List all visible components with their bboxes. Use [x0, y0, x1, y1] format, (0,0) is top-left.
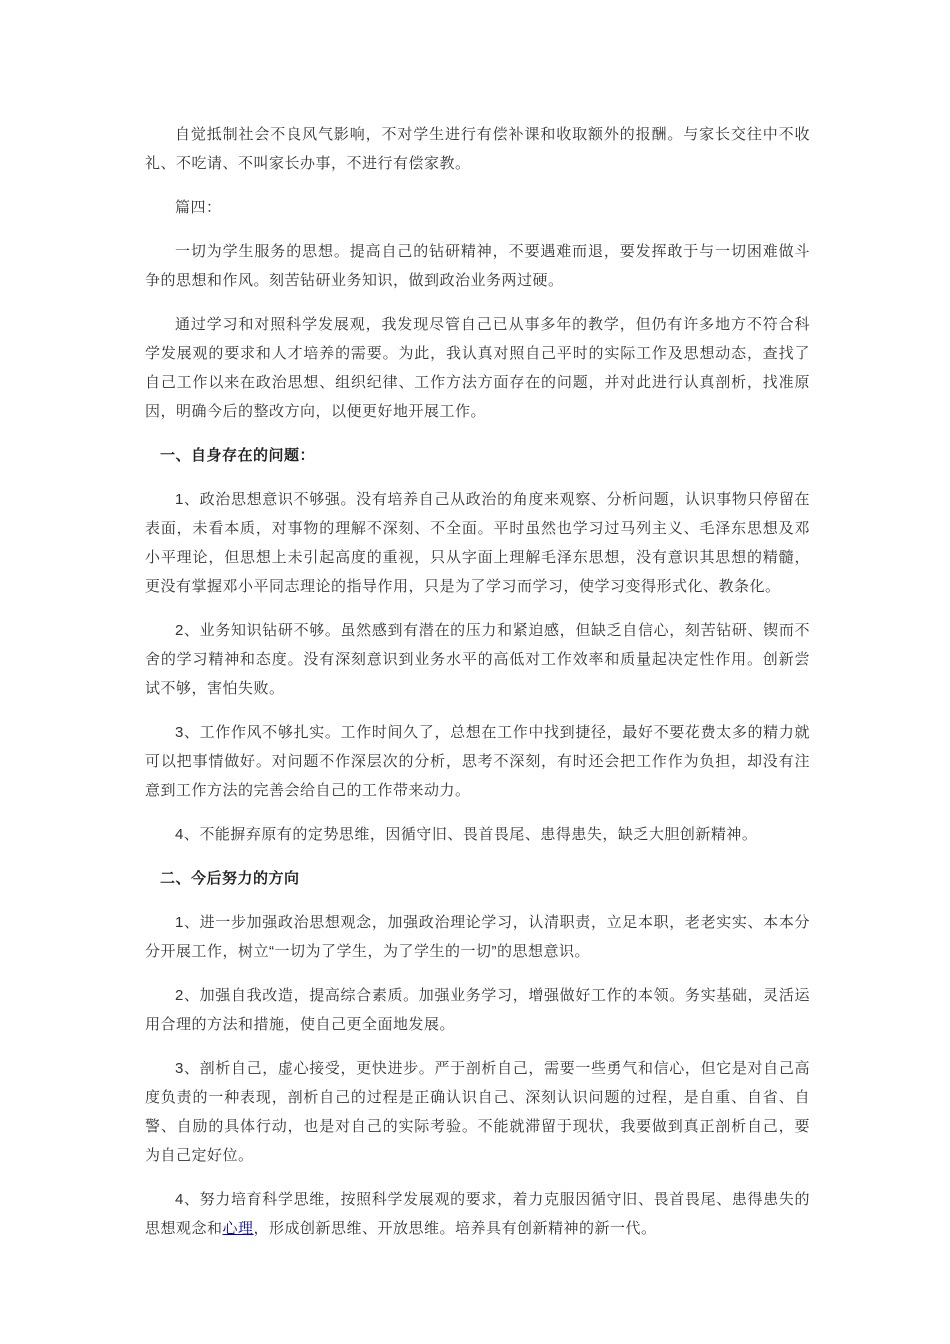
paragraph: 2、业务知识钻研不够。虽然感到有潜在的压力和紧迫感，但缺乏自信心，刻苦钻研、锲而不舍的学习精神和态度。没有深刻意识到业务水平的高低对工作效率和质量起决定性作用。创新尝试不够，害怕失败。 — [145, 622, 810, 697]
paragraph: 4、不能摒弃原有的定势思维，因循守旧、畏首畏尾、患得患失，缺乏大胆创新精神。 — [175, 826, 758, 843]
paragraph: 1、政治思想意识不够强。没有培养自己从政治的角度来观察、分析问题，认识事物只停留在表面，未看本质，对事物的理解不深刻、不全面。平时虽然也学习过马列主义、毛泽东思想及邓小平理论，但思想上未引起高度的重视，只从字面上理解毛泽东思想，没有意识其思想的精髓，更没有掌握邓小平同志理论的指导作用，只是为了学习而学习，使学习变得形式化、教条化。 — [145, 491, 810, 595]
paragraph: 1、进一步加强政治思想观念，加强政治理论学习，认清职责，立足本职，老老实实、本本分分开展工作，树立“一切为了学生，为了学生的一切”的思想意识。 — [145, 914, 810, 960]
paragraph: 一切为学生服务的思想。提高自己的钻研精神，不要遇难而退，要发挥敢于与一切困难做斗争的思想和作风。刻苦钻研业务知识，做到政治业务两过硬。 — [145, 243, 810, 289]
section-heading-problems: 一、自身存在的问题： — [160, 447, 316, 464]
paragraph-text: 4、努力培育科学思维，按照科学发展观的要求，着力克服因循守旧、畏首畏尾、患得患失的思想观念和 — [145, 1191, 810, 1237]
paragraph-with-link — [145, 1185, 810, 1243]
paragraph: 通过学习和对照科学发展观，我发现尽管自己已从事多年的教学，但仍有许多地方不符合科学发展观的要求和人才培养的需要。为此，我认真对照自己平时的实际工作及思想动态，查找了自己工作以来在政治思想、组织纪律、工作方法方面存在的问题，并对此进行认真剖析，找准原因，明确今后的整改方向，以便更好地开展工作。 — [145, 316, 810, 420]
paragraph-text: ，形成创新思维、开放思维。培养具有创新精神的新一代。 — [253, 1220, 657, 1237]
section-heading-direction: 二、今后努力的方向 — [160, 870, 300, 887]
paragraph: 3、工作作风不够扎实。工作时间久了，总想在工作中找到捷径，最好不要花费太多的精力就可以把事情做好。对问题不作深层次的分析，思考不深刻，有时还会把工作作为负担，却没有注意到工作方法的完善会给自己的工作带来动力。 — [145, 724, 810, 799]
paragraph: 2、加强自我改造，提高综合素质。加强业务学习，增强做好工作的本领。务实基础，灵活运用合理的方法和措施，使自己更全面地发展。 — [145, 987, 810, 1033]
part-label: 篇四： — [175, 199, 222, 216]
document-content — [145, 120, 810, 1243]
paragraph: 3、剖析自己，虚心接受，更快进步。严于剖析自己，需要一些勇气和信心，但它是对自己高度负责的一种表现，剖析自己的过程是正确认识自己、深刻认识问题的过程，是自重、自省、自警、自励的具体行动，也是对自己的实际考验。不能就滞留于现状，我要做到真正剖析自己，要为自己定好位。 — [145, 1060, 810, 1164]
paragraph: 自觉抵制社会不良风气影响，不对学生进行有偿补课和收取额外的报酬。与家长交往中不收礼、不吃请、不叫家长办事，不进行有偿家教。 — [145, 126, 810, 172]
xinli-link[interactable]: 心理 — [222, 1220, 254, 1237]
